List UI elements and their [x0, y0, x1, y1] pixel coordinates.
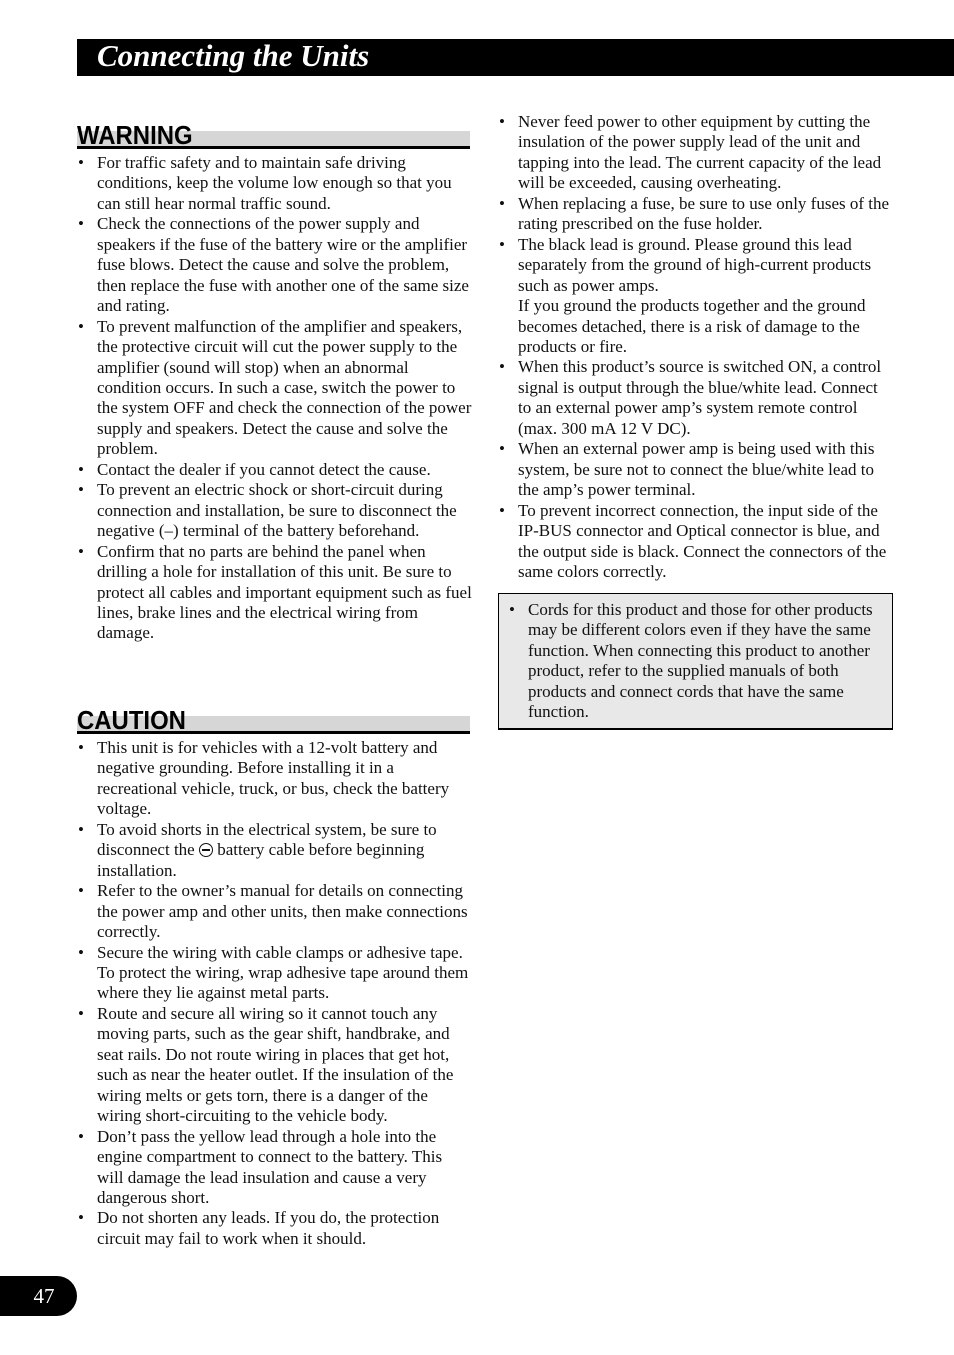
right-column-list — [498, 112, 894, 582]
note-item: • Cords for this product and those for other products may be different colors even if they have the same function. When connecting this product to another product, refer to the supplied manuals of both products and connect cords that have the same function. — [508, 600, 888, 723]
page-title: Connecting the Units — [97, 38, 370, 73]
right-item-continuation: If you ground the products together and the ground becomes detached, there is a risk of damage to the products or fire. — [518, 296, 866, 356]
warning-heading: WARNING — [77, 120, 193, 150]
right-item: • Never feed power to other equipment by cutting the insulation of the power supply lead of the unit and tapping into the lead. The current capacity of the lead will be exceeded, causing overheating. — [498, 112, 894, 194]
page-title-bar — [77, 39, 954, 76]
right-item: • When an external power amp is being used with this system, be sure not to connect the blue/white lead to the amp’s power terminal. — [498, 439, 894, 500]
caution-heading: CAUTION — [77, 705, 186, 735]
warning-item: • Contact the dealer if you cannot detect the cause. — [77, 460, 472, 480]
note-box — [498, 593, 893, 730]
page-number-tab — [0, 1276, 77, 1316]
caution-item — [77, 820, 472, 881]
warning-item: • Check the connections of the power supply and speakers if the fuse of the battery wire or the amplifier fuse blows. Detect the cause and solve the problem, then replace the fuse with another one of the same size and rating. — [77, 214, 472, 316]
caution-item-text: battery cable before beginning installation. — [97, 840, 425, 880]
caution-list — [77, 738, 472, 1249]
caution-item: • Refer to the owner’s manual for details on connecting the power amp and other units, then make connections correctly. — [77, 881, 472, 942]
warning-list — [77, 153, 472, 644]
warning-item: • Confirm that no parts are behind the panel when drilling a hole for installation of this unit. Be sure to protect all cables and important equipment such as fuel lines, brake lines and the electrical wiring from damage. — [77, 542, 472, 644]
caution-item: • Secure the wiring with cable clamps or adhesive tape. To protect the wiring, wrap adhesive tape around them where they lie against metal parts. — [77, 943, 472, 1004]
right-item: • To prevent incorrect connection, the input side of the IP-BUS connector and Optical connector is blue, and the output side is black. Connect the connectors of the same colors correctly. — [498, 501, 894, 583]
warning-item: • For traffic safety and to maintain safe driving conditions, keep the volume low enough so that you can still hear normal traffic sound. — [77, 153, 472, 214]
warning-heading-bar — [77, 120, 470, 150]
caution-item-text: To avoid shorts in the electrical system, be sure to disconnect the — [97, 819, 437, 860]
note-list — [508, 600, 888, 723]
caution-item: • Don’t pass the yellow lead through a hole into the engine compartment to connect to the battery. This will damage the lead insulation and cause a very dangerous short. — [77, 1127, 472, 1209]
caution-item: • This unit is for vehicles with a 12-volt battery and negative grounding. Before installing it in a recreational vehicle, truck, or bus, check the battery voltage. — [77, 738, 472, 820]
warning-item: • To prevent an electric shock or short-circuit during connection and installation, be sure to disconnect the negative (–) terminal of the battery beforehand. — [77, 480, 472, 541]
caution-item: • Route and secure all wiring so it cannot touch any moving parts, such as the gear shift, handbrake, and seat rails. Do not route wiring in places that get hot, such as near the heater outlet. If the insulation of the wiring melts or gets torn, there is a danger of the wiring short-circuiting to the vehicle body. — [77, 1004, 472, 1127]
page-number: 47 — [33, 1284, 55, 1308]
minus-circle-icon — [199, 843, 213, 857]
right-item — [498, 235, 894, 358]
caution-heading-bar — [77, 705, 470, 735]
right-item-text: The black lead is ground. Please ground this lead separately from the ground of high-current products such as power amps. — [518, 234, 872, 295]
warning-item: • To prevent malfunction of the amplifier and speakers, the protective circuit will cut the power supply to the amplifier (sound will stop) when an abnormal condition occurs. In such a case, switch the power to the system OFF and check the connection of the power supply and speakers. Detect the cause and solve the problem. — [77, 317, 472, 460]
right-item: • When this product’s source is switched ON, a control signal is output through the blue/white lead. Connect to an external power amp’s system remote control (max. 300 mA 12 V DC). — [498, 357, 894, 439]
right-item: • When replacing a fuse, be sure to use only fuses of the rating prescribed on the fuse holder. — [498, 194, 894, 235]
caution-item: • Do not shorten any leads. If you do, the protection circuit may fail to work when it should. — [77, 1208, 472, 1249]
